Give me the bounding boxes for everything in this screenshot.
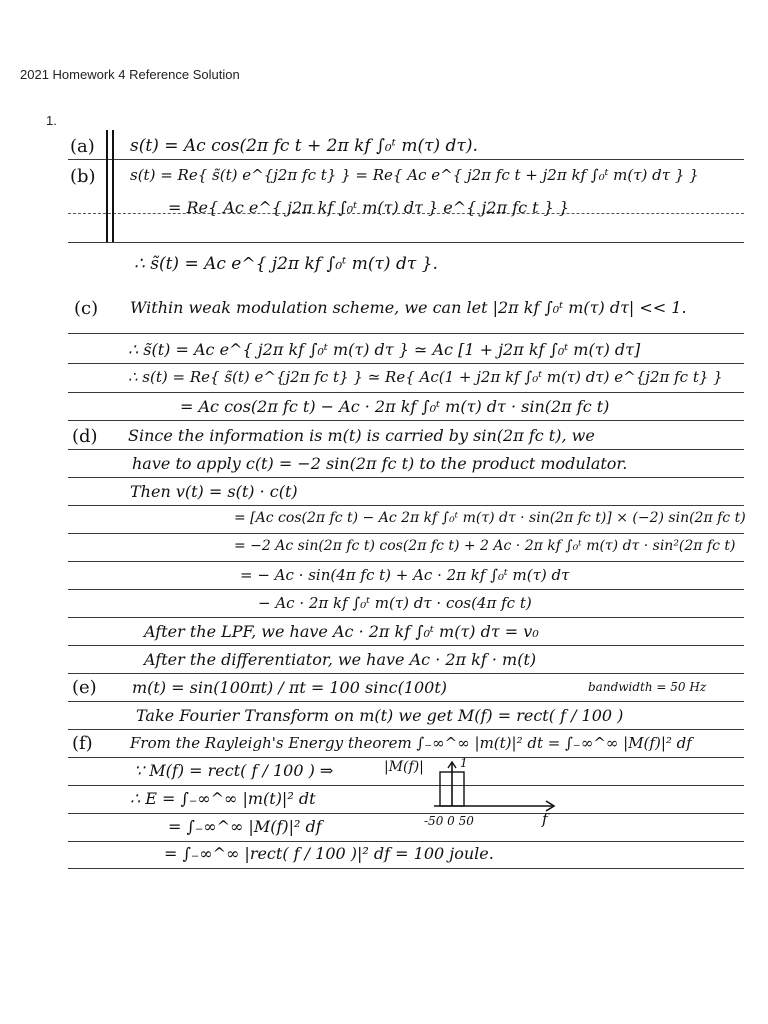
part-d-label: (d) <box>72 426 98 447</box>
ruled-line <box>68 645 744 646</box>
part-f-label: (f) <box>72 733 93 754</box>
ruled-line <box>68 561 744 562</box>
part-c-equation: ∴ s̃(t) = Ac e^{ j2π kf ∫₀ᵗ m(τ) dτ } ≃ Ac [1 + j2π kf ∫₀ᵗ m(τ) dτ] <box>128 340 641 359</box>
part-d-equation: = − Ac · sin(4π fc t) + Ac · 2π kf ∫₀ᵗ m(τ) dτ <box>240 566 570 584</box>
ruled-line <box>68 841 744 842</box>
part-c-text: Within weak modulation scheme, we can let |2π kf ∫₀ᵗ m(τ) dτ| << 1. <box>130 298 687 317</box>
part-d-equation: = [Ac cos(2π fc t) − Ac 2π kf ∫₀ᵗ m(τ) dτ · sin(2π fc t)] × (−2) sin(2π fc t) <box>234 510 746 526</box>
part-b-result: ∴ s̃(t) = Ac e^{ j2π kf ∫₀ᵗ m(τ) dτ }. <box>134 254 438 274</box>
part-f-equation: ∴ E = ∫₋∞^∞ |m(t)|² dt <box>130 789 316 808</box>
ruled-line <box>68 333 744 334</box>
ruled-line <box>68 242 744 243</box>
part-e-text: Take Fourier Transform on m(t) we get M(f) = rect( f / 100 ) <box>136 706 624 725</box>
ruled-line <box>68 673 744 674</box>
part-a-label: (a) <box>70 136 95 157</box>
ruled-line <box>68 420 744 421</box>
part-a-equation: s(t) = Ac cos(2π fc t + 2π kf ∫₀ᵗ m(τ) dτ). <box>130 136 478 156</box>
part-d-equation: = −2 Ac sin(2π fc t) cos(2π fc t) + 2 Ac · 2π kf ∫₀ᵗ m(τ) dτ · sin²(2π fc t) <box>234 538 736 554</box>
spectrum-tick-labels: -50 0 50 <box>424 814 474 828</box>
part-f-equation: = ∫₋∞^∞ |rect( f / 100 )|² df = 100 joule. <box>164 844 494 863</box>
part-e-equation: m(t) = sin(100πt) / πt = 100 sinc(100t) <box>132 678 448 697</box>
part-d-text: have to apply c(t) = −2 sin(2π fc t) to the product modulator. <box>132 454 628 473</box>
part-c-equation: = Ac cos(2π fc t) − Ac · 2π kf ∫₀ᵗ m(τ) dτ · sin(2π fc t) <box>180 397 610 416</box>
document-title: 2021 Homework 4 Reference Solution <box>20 67 240 82</box>
ruled-line <box>68 392 744 393</box>
ruled-line <box>68 505 744 506</box>
part-e-bandwidth-note: bandwidth = 50 Hz <box>588 680 707 694</box>
margin-bar <box>112 130 114 242</box>
ruled-line <box>68 449 744 450</box>
part-f-text: From the Rayleigh's Energy theorem ∫₋∞^∞ |m(t)|² dt = ∫₋∞^∞ |M(f)|² df <box>130 734 692 752</box>
part-d-equation: − Ac · 2π kf ∫₀ᵗ m(τ) dτ · cos(4π fc t) <box>258 594 532 612</box>
part-c-label: (c) <box>74 298 99 319</box>
part-b-equation: = Re{ Ac e^{ j2π kf ∫₀ᵗ m(τ) dτ } e^{ j2π fc t } } <box>168 198 570 217</box>
handwritten-solution-sheet <box>68 130 744 870</box>
ruled-line <box>68 617 744 618</box>
part-f-equation: = ∫₋∞^∞ |M(f)|² df <box>168 817 322 836</box>
part-d-text: Since the information is m(t) is carried by sin(2π fc t), we <box>128 426 595 445</box>
part-c-equation: ∴ s(t) = Re{ s̃(t) e^{j2π fc t} } ≃ Re{ Ac(1 + j2π kf ∫₀ᵗ m(τ) dτ) e^{j2π fc t} } <box>128 368 723 386</box>
ruled-line <box>68 533 744 534</box>
ruled-line <box>68 477 744 478</box>
ruled-line <box>68 729 744 730</box>
spectrum-y-label: |M(f)| <box>384 759 424 775</box>
part-b-equation: s(t) = Re{ s̃(t) e^{j2π fc t} } = Re{ Ac e^{ j2π fc t + j2π kf ∫₀ᵗ m(τ) dτ } } <box>130 166 699 184</box>
part-b-label: (b) <box>70 166 96 187</box>
question-number: 1. <box>46 113 57 128</box>
part-d-text: Then v(t) = s(t) · c(t) <box>130 482 298 501</box>
part-d-text: After the LPF, we have Ac · 2π kf ∫₀ᵗ m(τ) dτ = v₀ <box>144 622 539 641</box>
margin-bar <box>106 130 108 242</box>
part-f-text: ∵ M(f) = rect( f / 100 ) ⇒ <box>134 761 334 780</box>
ruled-line <box>68 701 744 702</box>
ruled-line <box>68 589 744 590</box>
part-d-text: After the differentiator, we have Ac · 2π kf · m(t) <box>144 650 537 669</box>
ruled-line <box>68 868 744 869</box>
spectrum-f-label: f <box>542 810 548 828</box>
spectrum-unit-height: 1 <box>460 756 468 770</box>
part-e-label: (e) <box>72 677 97 698</box>
ruled-line <box>68 363 744 364</box>
ruled-line <box>68 159 744 160</box>
